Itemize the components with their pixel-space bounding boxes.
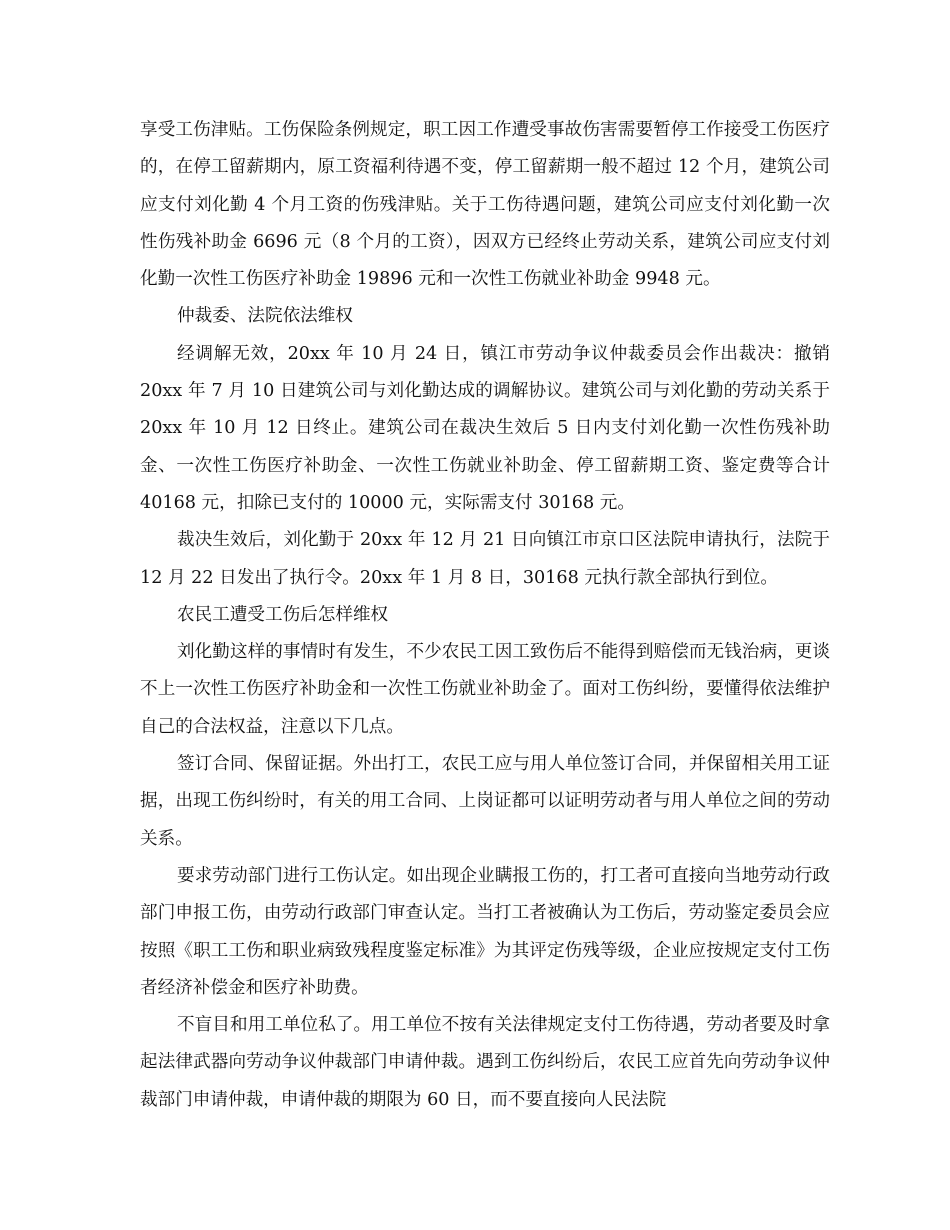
paragraph-continuation: 享受工伤津贴。工伤保险条例规定，职工因工作遭受事故伤害需要暂停工作接受工伤医疗的，在停工留薪期内，原工资福利待遇不变，停工留薪期一般不超过 12 个月，建筑公司应支付刘化勤 4 个月工资的伤残津贴。关于工伤待遇问题，建筑公司应支付刘化勤一次性伤残补助金 6696 元（8 个月的工资），因双方已经终止劳动关系，建筑公司应支付刘化勤一次性工伤医疗补助金 19896 元和一次性工伤就业补助金 9948 元。 [140, 120, 830, 290]
paragraph-rights-intro: 刘化勤这样的事情时有发生，不少农民工因工致伤后不能得到赔偿而无钱治病，更谈不上一次性工伤医疗补助金和一次性工伤就业补助金了。面对工伤纠纷，要懂得依法维护自己的合法权益，注意以下几点。 [140, 642, 830, 737]
paragraph-arbitration-ruling: 经调解无效，20xx 年 10 月 24 日，镇江市劳动争议仲裁委员会作出裁决：撤销 20xx 年 7 月 10 日建筑公司与刘化勤达成的调解协议。建筑公司与刘化勤的劳动关系于 20xx 年 10 月 12 日终止。建筑公司在裁决生效后 5 日内支付刘化勤一次性伤残补助金、一次性工伤医疗补助金、一次性工伤就业补助金、停工留薪期工资、鉴定费等合计 40168 元，扣除已支付的 10000 元，实际需支付 30168 元。 [140, 343, 830, 513]
paragraph-sign-contract: 签订合同、保留证据。外出打工，农民工应与用人单位签订合同，并保留相关用工证据，出现工伤纠纷时，有关的用工合同、上岗证都可以证明劳动者与用人单位之间的劳动关系。 [140, 754, 830, 849]
document-body [140, 112, 830, 1119]
section-heading-arbitration: 仲裁委、法院依法维权 [177, 306, 353, 327]
section-heading-rights: 农民工遭受工伤后怎样维权 [177, 604, 389, 625]
paragraph-no-private-settlement: 不盲目和用工单位私了。用工单位不按有关法律规定支付工伤待遇，劳动者要及时拿起法律武器向劳动争议仲裁部门申请仲裁。遇到工伤纠纷后，农民工应首先向劳动争议仲裁部门申请仲裁，申请仲裁的期限为 60 日，而不要直接向人民法院 [140, 1015, 830, 1110]
paragraph-court-execution: 裁决生效后，刘化勤于 20xx 年 12 月 21 日向镇江市京口区法院申请执行，法院于 12 月 22 日发出了执行令。20xx 年 1 月 8 日，30168 元执行款全部执行到位。 [140, 530, 830, 588]
paragraph-injury-certification: 要求劳动部门进行工伤认定。如出现企业瞒报工伤的，打工者可直接向当地劳动行政部门申报工伤，由劳动行政部门审查认定。当打工者被确认为工伤后，劳动鉴定委员会应按照《职工工伤和职业病致残程度鉴定标准》为其评定伤残等级，企业应按规定支付工伤者经济补偿金和医疗补助费。 [140, 865, 830, 998]
